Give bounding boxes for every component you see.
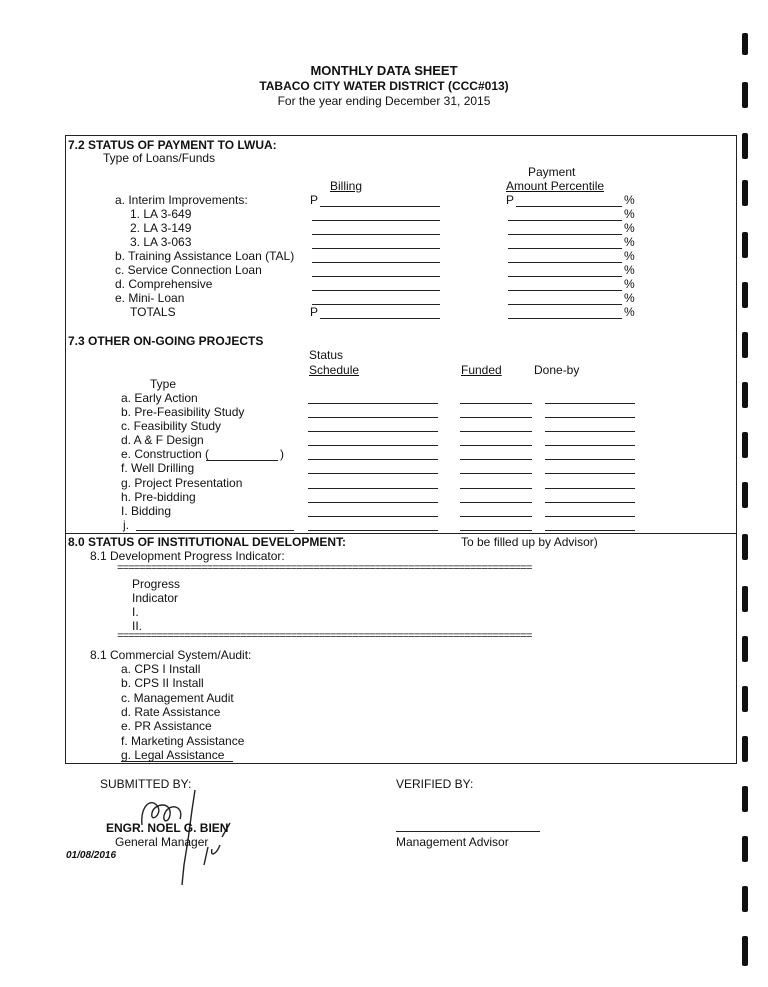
percent-sign: % [624,263,635,277]
amount-blank[interactable] [508,248,622,249]
period-line: For the year ending December 31, 2015 [277,94,491,108]
loan-item: e. Mini- Loan [115,291,185,305]
binder-mark [742,736,748,762]
amount-blank[interactable] [508,290,622,291]
project-item: c. Feasibility Study [121,419,222,433]
billing-blank[interactable] [312,304,440,305]
loan-item: b. Training Assistance Loan (TAL) [115,249,295,263]
done-by-blank[interactable] [545,459,635,460]
binder-mark [742,686,748,712]
project-item: I. Bidding [121,504,172,518]
frame-left [65,135,66,763]
billing-blank[interactable] [312,234,440,235]
section-7-2-subheading: Type of Loans/Funds [103,151,216,165]
amount-blank[interactable] [516,206,622,207]
underline [121,761,233,762]
section-7-2-heading: 7.2 STATUS OF PAYMENT TO LWUA: [68,138,277,152]
page-title: MONTHLY DATA SHEET [310,63,458,78]
schedule-blank[interactable] [308,473,438,474]
loan-item: 2. LA 3-149 [130,221,192,235]
amount-blank[interactable] [508,220,622,221]
project-item: e. Construction ( [121,447,210,461]
binder-mark [742,586,748,612]
roman-one: I. [132,605,139,619]
roman-two: II. [132,619,143,633]
loan-item: 1. LA 3-649 [130,207,192,221]
done-by-blank[interactable] [545,403,635,404]
funded-blank[interactable] [460,516,532,517]
amount-blank[interactable] [508,318,622,319]
development-progress-indicator-label: 8.1 Development Progress Indicator: [90,549,285,563]
advisor-title: Management Advisor [396,835,509,849]
billing-blank[interactable] [312,220,440,221]
binder-mark [742,382,748,408]
project-item: b. Pre-Feasibility Study [121,405,245,419]
billing-blank[interactable] [312,262,440,263]
binder-mark [742,786,748,812]
binder-mark [742,836,748,862]
billing-blank[interactable] [320,206,440,207]
district-name: TABACO CITY WATER DISTRICT (CCC#013) [259,79,509,93]
binder-mark [742,133,748,159]
schedule-blank[interactable] [308,516,438,517]
signature-date: 01/08/2016 [66,850,117,861]
percent-sign: % [624,235,635,249]
schedule-blank[interactable] [308,403,438,404]
binder-mark [742,482,748,508]
schedule-blank[interactable] [308,488,438,489]
binder-mark [742,534,748,560]
section-divider [65,533,737,534]
audit-item: e. PR Assistance [121,719,212,733]
binder-mark [742,432,748,458]
amount-blank[interactable] [508,234,622,235]
construction-blank[interactable] [206,460,278,461]
section-8-0-heading: 8.0 STATUS OF INSTITUTIONAL DEVELOPMENT: [68,535,347,549]
progress-label: Progress [132,577,181,591]
funded-blank[interactable] [460,473,532,474]
loan-item: c. Service Connection Loan [115,263,262,277]
funded-blank[interactable] [460,502,532,503]
schedule-blank[interactable] [308,445,438,446]
audit-item: c. Management Audit [121,691,234,705]
funded-blank[interactable] [460,403,532,404]
section-7-3-heading: 7.3 OTHER ON-GOING PROJECTS [68,334,264,348]
billing-header: Billing [330,179,363,193]
frame-top [65,135,737,136]
done-by-blank[interactable] [545,431,635,432]
signatory-title: General Manager [115,835,209,849]
percent-sign: % [624,193,635,207]
billing-blank[interactable] [312,248,440,249]
project-j-blank[interactable] [136,530,294,531]
done-by-blank[interactable] [545,417,635,418]
done-by-blank[interactable] [545,488,635,489]
binder-mark [742,886,748,912]
audit-item: g. Legal Assistance [121,748,225,762]
done-by-blank[interactable] [545,473,635,474]
submitted-by-label: SUBMITTED BY: [100,777,192,791]
indicator-label: Indicator [132,591,179,605]
binder-mark [742,180,748,206]
loan-item: 3. LA 3-063 [130,235,192,249]
done-by-blank[interactable] [545,502,635,503]
amount-percentile-header: Amount Percentile [506,179,605,193]
peso-sign: P [310,305,319,319]
schedule-blank[interactable] [308,431,438,432]
audit-item: a. CPS I Install [121,662,201,676]
frame-bottom [65,763,737,764]
amount-blank[interactable] [508,304,622,305]
separator-line: ========================================================================== [117,563,532,575]
binder-mark [742,33,748,55]
done-by-blank[interactable] [545,516,635,517]
done-by-blank[interactable] [545,445,635,446]
funded-blank[interactable] [460,530,532,531]
project-item: g. Project Presentation [121,476,243,490]
funded-header: Funded [461,363,502,377]
schedule-header: Schedule [309,363,360,377]
commercial-system-audit-label: 8.1 Commercial System/Audit: [90,648,252,662]
project-item: d. A & F Design [121,433,204,447]
amount-blank[interactable] [508,262,622,263]
loan-item: a. Interim Improvements: [115,193,248,207]
funded-blank[interactable] [460,445,532,446]
percent-sign: % [624,221,635,235]
percent-sign: % [624,249,635,263]
schedule-blank[interactable] [308,417,438,418]
schedule-blank[interactable] [308,459,438,460]
binder-mark [742,636,748,662]
frame-right [736,135,737,763]
billing-blank[interactable] [320,318,440,319]
funded-blank[interactable] [460,431,532,432]
audit-item: b. CPS II Install [121,676,204,690]
project-item: j. [123,518,129,532]
billing-blank[interactable] [312,276,440,277]
peso-sign: P [506,193,515,207]
construction-close-paren: ) [280,447,284,461]
type-header: Type [150,377,177,391]
audit-item: d. Rate Assistance [121,705,221,719]
status-header: Status [309,348,344,362]
signatory-name: ENGR. NOEL G. BIEN [106,821,229,835]
binder-mark [742,936,748,966]
project-item: f. Well Drilling [121,461,195,475]
binder-mark [742,282,748,308]
project-item: h. Pre-bidding [121,490,196,504]
separator-line: ========================================================================== [117,631,532,643]
funded-blank[interactable] [460,459,532,460]
verified-by-label: VERIFIED BY: [396,777,474,791]
schedule-blank[interactable] [308,502,438,503]
percent-sign: % [624,305,635,319]
percent-sign: % [624,277,635,291]
percent-sign: % [624,291,635,305]
advisor-note: To be filled up by Advisor) [461,535,598,549]
binder-mark [742,232,748,258]
loan-item: d. Comprehensive [115,277,213,291]
peso-sign: P [310,193,319,207]
audit-item: f. Marketing Assistance [121,734,245,748]
funded-blank[interactable] [460,417,532,418]
totals-label: TOTALS [130,305,176,319]
percent-sign: % [624,207,635,221]
advisor-signature-line[interactable] [396,831,540,832]
billing-blank[interactable] [312,290,440,291]
done-by-header: Done-by [534,363,580,377]
done-by-blank[interactable] [545,530,635,531]
payment-header: Payment [528,165,576,179]
project-item: a. Early Action [121,391,198,405]
funded-blank[interactable] [460,488,532,489]
schedule-blank[interactable] [308,530,438,531]
amount-blank[interactable] [508,276,622,277]
binder-mark [742,332,748,358]
